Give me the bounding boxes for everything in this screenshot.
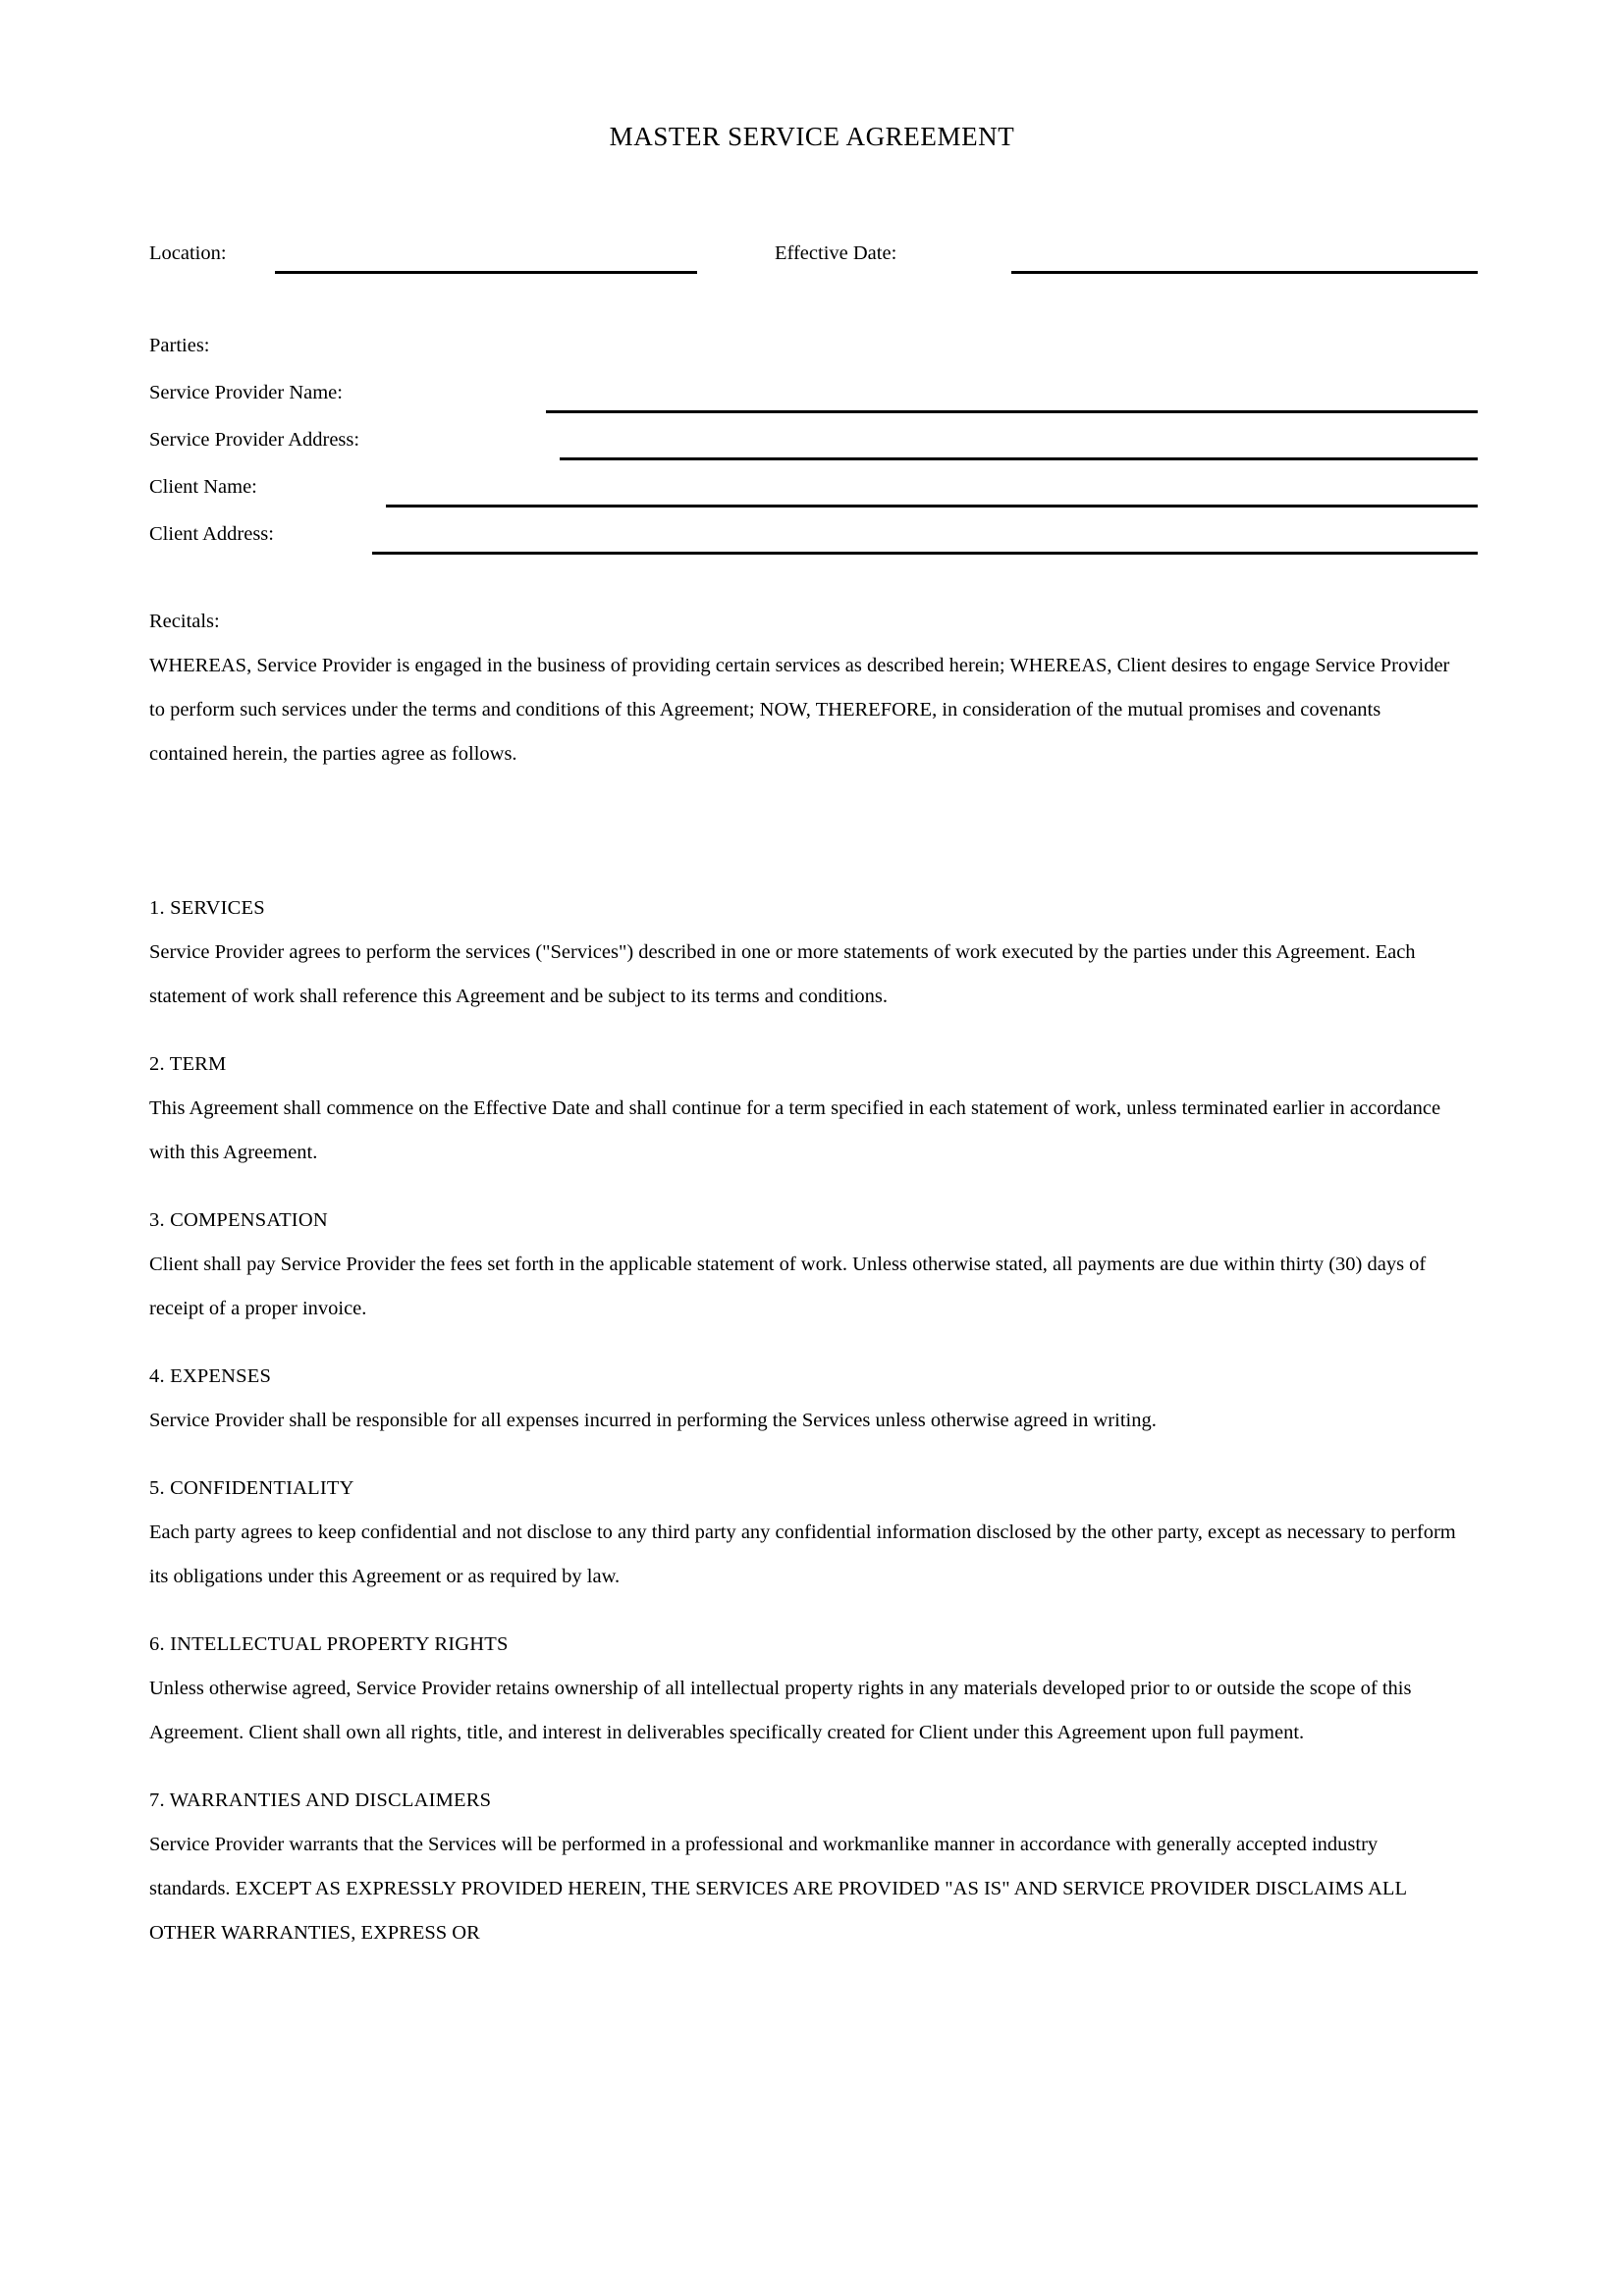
section-3-heading: 3. COMPENSATION [149,1209,328,1231]
document-title: MASTER SERVICE AGREEMENT [609,122,1015,151]
section-1-heading: 1. SERVICES [149,897,265,919]
section-6-body: Unless otherwise agreed, Service Provider retains ownership of all intellectual property rights in any materials developed prior to or outside the scope of this Agreement. Client shall own all rights, title, and interest in deliverables specifically created for Client under this Agreement upon full payment. [149,1678,1412,1743]
location-label: Location: [149,242,227,264]
section-2-body: This Agreement shall commence on the Effective Date and shall continue for a term specified in each statement of work, unless terminated earlier in accordance with this Agreement. [149,1097,1441,1163]
section-1-body: Service Provider agrees to perform the services ("Services") described in one or more statements of work executed by the parties under this Agreement. Each statement of work shall reference this Agreement and be subject to its terms and conditions. [149,941,1416,1007]
effective-date-label: Effective Date: [775,242,897,264]
section-7-heading: 7. WARRANTIES AND DISCLAIMERS [149,1789,492,1811]
section-3-body: Client shall pay Service Provider the fees set forth in the applicable statement of work. Unless otherwise stated, all payments are due within thirty (30) days of receipt of a proper invoice. [149,1254,1427,1319]
spacer-5 [149,1599,1463,1623]
spacer-before-sections [149,776,1463,886]
document-body [149,600,1463,1955]
client-address-label: Client Address: [149,523,274,545]
spacer-1 [149,1019,1463,1042]
parties-heading: Parties: [149,335,210,356]
section-5-body: Each party agrees to keep confidential and not disclose to any third party any confidential information disclosed by the other party, except as necessary to perform its obligations under this Agreement or as required by law. [149,1522,1456,1587]
section-6-heading: 6. INTELLECTUAL PROPERTY RIGHTS [149,1633,509,1655]
client-address-rule[interactable] [372,552,1478,555]
client-name-label: Client Name: [149,476,257,498]
service-provider-address-rule[interactable] [560,457,1478,460]
service-provider-name-label: Service Provider Name: [149,382,343,403]
client-name-rule[interactable] [386,505,1478,507]
recitals-heading: Recitals: [149,611,220,632]
section-2-heading: 2. TERM [149,1053,227,1075]
spacer-4 [149,1443,1463,1467]
service-provider-name-rule[interactable] [546,410,1478,413]
section-7-body: Service Provider warrants that the Services will be performed in a professional and workmanlike manner in accordance with generally accepted industry standards. EXCEPT AS EXPRESSLY PROVIDED HEREIN, THE SERVICES ARE PROVIDED "AS IS" AND SERVICE PROVIDER DISCLAIMS ALL OTHER WARRANTIES, EXPRESS OR [149,1834,1407,1944]
service-provider-address-label: Service Provider Address: [149,429,360,451]
spacer-6 [149,1755,1463,1779]
spacer-3 [149,1331,1463,1355]
effective-date-input-rule[interactable] [1011,271,1478,274]
recitals-body: WHEREAS, Service Provider is engaged in the business of providing certain services as described herein; WHEREAS, Client desires to engage Service Provider to perform such services under the terms and conditions of this Agreement; NOW, THEREFORE, in consideration of the mutual promises and covenants contained herein, the parties agree as follows. [149,655,1450,765]
section-5-heading: 5. CONFIDENTIALITY [149,1477,354,1499]
section-4-body: Service Provider shall be responsible for all expenses incurred in performing the Services unless otherwise agreed in writing. [149,1410,1157,1431]
section-4-heading: 4. EXPENSES [149,1365,272,1387]
location-input-rule[interactable] [275,271,697,274]
spacer-2 [149,1175,1463,1199]
